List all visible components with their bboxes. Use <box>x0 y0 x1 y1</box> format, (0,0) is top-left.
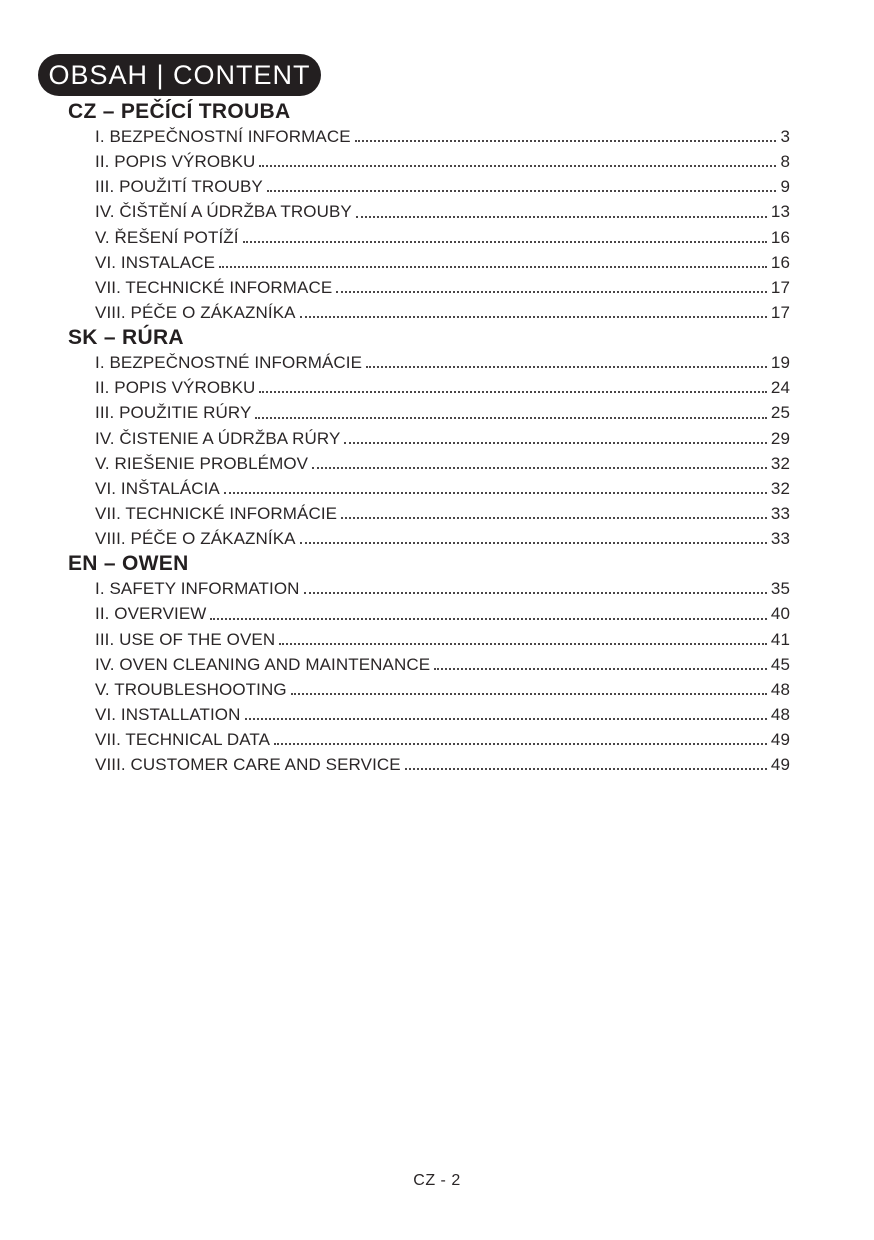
entry-page-number: 17 <box>770 277 790 297</box>
toc-entry <box>95 149 790 174</box>
entry-label: VII. TECHNICAL DATA <box>95 730 271 750</box>
entry-label: VI. INSTALACE <box>95 252 216 272</box>
entry-label: VIII. CUSTOMER CARE AND SERVICE <box>95 755 401 775</box>
entry-page-number: 48 <box>770 679 790 699</box>
dot-leader <box>259 165 776 167</box>
toc-entry <box>95 124 790 149</box>
entry-label: I. BEZPEČNOSTNÉ INFORMÁCIE <box>95 353 363 373</box>
entry-label: II. POPIS VÝROBKU <box>95 152 256 172</box>
entry-page-number: 45 <box>770 654 790 674</box>
dot-leader <box>274 743 767 745</box>
dot-leader <box>356 216 767 218</box>
entry-page-number: 49 <box>770 755 790 775</box>
entry-label: VII. TECHNICKÉ INFORMÁCIE <box>95 503 338 523</box>
section-title: CZ – PEČÍCÍ TROUBA <box>68 100 291 123</box>
entry-label: V. ŘEŠENÍ POTÍŽÍ <box>95 227 239 247</box>
entry-label: IV. ČISTENIE A ÚDRŽBA RÚRY <box>95 428 341 448</box>
entry-page-number: 33 <box>770 529 790 549</box>
dot-leader <box>300 316 767 318</box>
entry-label: II. POPIS VÝROBKU <box>95 378 256 398</box>
toc-entry <box>95 501 790 526</box>
entry-label: VIII. PÉČE O ZÁKAZNÍKA <box>95 529 296 549</box>
toc-entry <box>95 426 790 451</box>
entry-page-number: 29 <box>770 428 790 448</box>
entry-label: III. POUŽITÍ TROUBY <box>95 177 263 197</box>
entry-label: VIII. PÉČE O ZÁKAZNÍKA <box>95 302 296 322</box>
entry-page-number: 24 <box>770 378 790 398</box>
section-entries <box>68 576 790 777</box>
toc-entry <box>95 300 790 325</box>
toc-entry <box>95 275 790 300</box>
dot-leader <box>224 492 767 494</box>
entry-page-number: 17 <box>770 302 790 322</box>
entry-label: I. BEZPEČNOSTNÍ INFORMACE <box>95 127 351 146</box>
entry-label: I. SAFETY INFORMATION <box>95 579 300 599</box>
entry-label: II. OVERVIEW <box>95 604 207 624</box>
entry-label: V. TROUBLESHOOTING <box>95 679 287 699</box>
dot-leader <box>366 366 767 368</box>
entry-page-number: 9 <box>780 177 790 197</box>
contents-badge: OBSAH | CONTENT <box>38 54 321 96</box>
toc-entry <box>95 174 790 199</box>
dot-leader <box>304 592 767 594</box>
entry-page-number: 19 <box>770 353 790 373</box>
dot-leader <box>291 693 767 695</box>
entry-label: IV. ČIŠTĚNÍ A ÚDRŽBA TROUBY <box>95 202 352 222</box>
entry-label: III. POUŽITIE RÚRY <box>95 403 252 423</box>
toc-entry <box>95 526 790 551</box>
entry-page-number: 25 <box>770 403 790 423</box>
toc-section <box>68 325 790 551</box>
toc-entry <box>95 375 790 400</box>
toc-entry <box>95 702 790 727</box>
dot-leader <box>336 291 767 293</box>
entry-page-number: 41 <box>770 629 790 649</box>
entry-page-number: 49 <box>770 730 790 750</box>
entry-page-number: 8 <box>780 152 790 172</box>
entry-page-number: 32 <box>770 453 790 473</box>
entry-label: VI. INŠTALÁCIA <box>95 478 220 498</box>
dot-leader <box>255 417 766 419</box>
dot-leader <box>245 718 767 720</box>
entry-page-number: 3 <box>780 127 790 146</box>
toc-entry <box>95 476 790 501</box>
dot-leader <box>210 618 766 620</box>
dot-leader <box>243 241 767 243</box>
section-title: EN – OWEN <box>68 552 189 576</box>
page-number-footer: CZ - 2 <box>413 1172 461 1189</box>
toc-entry <box>95 400 790 425</box>
toc-entry <box>95 451 790 476</box>
entry-label: IV. OVEN CLEANING AND MAINTENANCE <box>95 654 431 674</box>
dot-leader <box>267 190 777 192</box>
dot-leader <box>300 542 767 544</box>
toc-entry <box>95 576 790 601</box>
toc-section <box>68 551 790 777</box>
dot-leader <box>355 140 777 142</box>
section-entries <box>68 350 790 551</box>
toc-entry <box>95 627 790 652</box>
toc-sections <box>68 99 790 777</box>
toc-entry <box>95 250 790 275</box>
toc-entry <box>95 225 790 250</box>
toc-entry <box>95 752 790 777</box>
entry-page-number: 40 <box>770 604 790 624</box>
dot-leader <box>434 668 767 670</box>
entry-label: III. USE OF THE OVEN <box>95 629 276 649</box>
entry-page-number: 48 <box>770 704 790 724</box>
toc-entry <box>95 601 790 626</box>
toc-section <box>68 99 790 325</box>
section-title: SK – RÚRA <box>68 326 184 350</box>
dot-leader <box>259 391 766 393</box>
entry-label: V. RIEŠENIE PROBLÉMOV <box>95 453 309 473</box>
dot-leader <box>219 266 767 268</box>
entry-label: VII. TECHNICKÉ INFORMACE <box>95 277 333 297</box>
dot-leader <box>405 768 767 770</box>
toc-entry <box>95 727 790 752</box>
entry-label: VI. INSTALLATION <box>95 704 241 724</box>
toc-entry <box>95 652 790 677</box>
dot-leader <box>344 442 766 444</box>
toc-entry <box>95 199 790 224</box>
entry-page-number: 16 <box>770 227 790 247</box>
entry-page-number: 16 <box>770 252 790 272</box>
entry-page-number: 35 <box>770 579 790 599</box>
dot-leader <box>279 643 767 645</box>
entry-page-number: 32 <box>770 478 790 498</box>
entry-page-number: 33 <box>770 503 790 523</box>
dot-leader <box>341 517 767 519</box>
toc-entry <box>95 677 790 702</box>
toc-entry <box>95 350 790 375</box>
section-entries <box>68 124 790 325</box>
entry-page-number: 13 <box>770 202 790 222</box>
dot-leader <box>312 467 767 469</box>
